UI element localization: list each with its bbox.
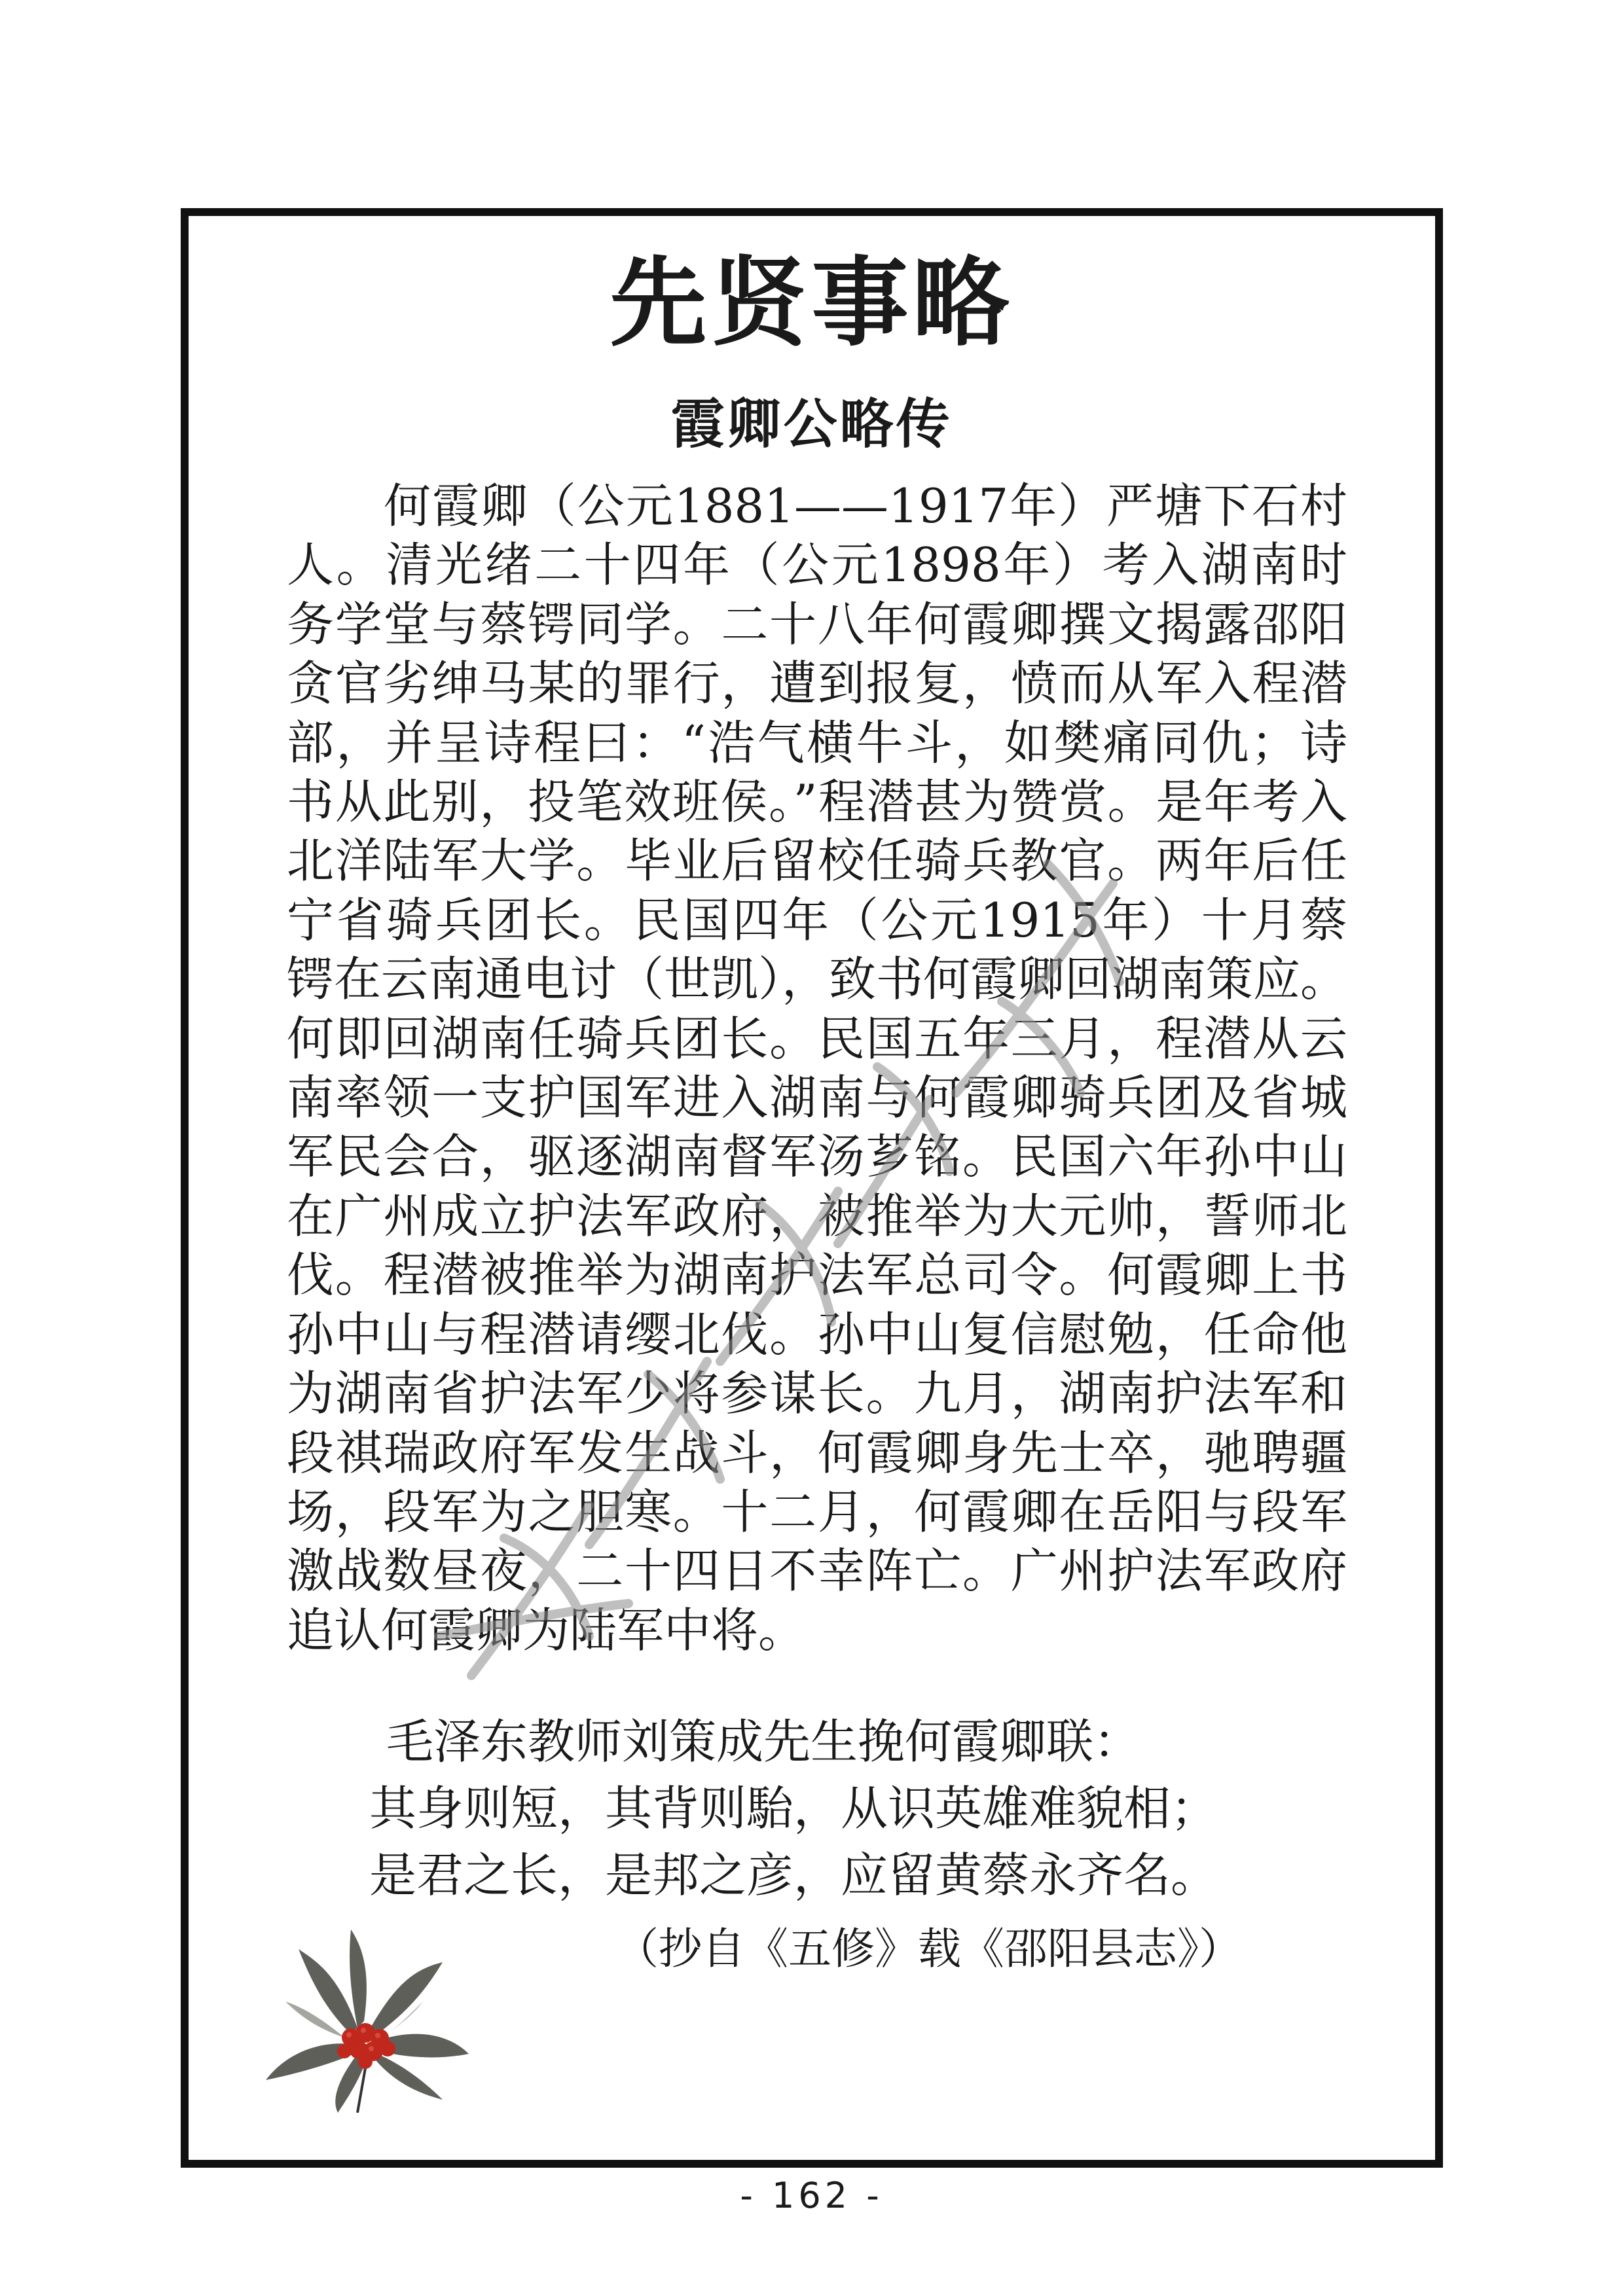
source-citation: （抄自《五修》载《邵阳县志》） (615, 1924, 1242, 1974)
page-title: 先贤事略 (610, 245, 1013, 359)
article-body: 何霞卿（公元1881——1917年）严塘下石村人。清光绪二十四年（公元1898年）考入湖南时务学堂与蔡锷同学。二十八年何霞卿撰文揭露邵阳贪官劣绅马某的罪行，遭到报复，愤而从军入程潜部，并呈诗程曰：“浩气横牛斗，如樊痛同仇；诗书从此别，投笔效班侯。”程潜甚为赞赏。是年考入北洋陆军大学。毕业后留校任骑兵教官。两年后任宁省骑兵团长。民国四年（公元1915年）十月蔡锷在云南通电讨（世凯），致书何霞卿回湖南策应。何即回湖南任骑兵团长。民国五年三月，程潜从云南率领一支护国军进入湖南与何霞卿骑兵团及省城军民会合，驱逐湖南督军汤芗铭。民国六年孙中山在广州成立护法军政府，被推举为大元帅，誓师北伐。程潜被推举为湖南护法军总司令。何霞卿上书孙中山与程潜请缨北伐。孙中山复信慰勉，任命他为湖南省护法军少将参谋长。九月，湖南护法军和段祺瑞政府军发生战斗，何霞卿身先士卒，驰聘疆场，段军为之胆寒。十二月，何霞卿在岳阳与段军激战数昼夜，二十四日不幸阵亡。广州护法军政府追认何霞卿为陆军中将。 (287, 478, 1348, 1658)
ink-flower-icon (259, 1923, 475, 2113)
couplet-intro: 毛泽东教师刘策成先生挽何霞卿联： (386, 1714, 1141, 1769)
article-subtitle: 霞卿公略传 (670, 393, 953, 456)
couplet-line-1: 其身则短，其背则駘，从识英雄难貌相； (369, 1781, 1218, 1836)
page-number: - 162 - (740, 2175, 883, 2216)
couplet-line-2: 是君之长，是邦之彦，应留黄蔡永齐名。 (369, 1848, 1218, 1903)
